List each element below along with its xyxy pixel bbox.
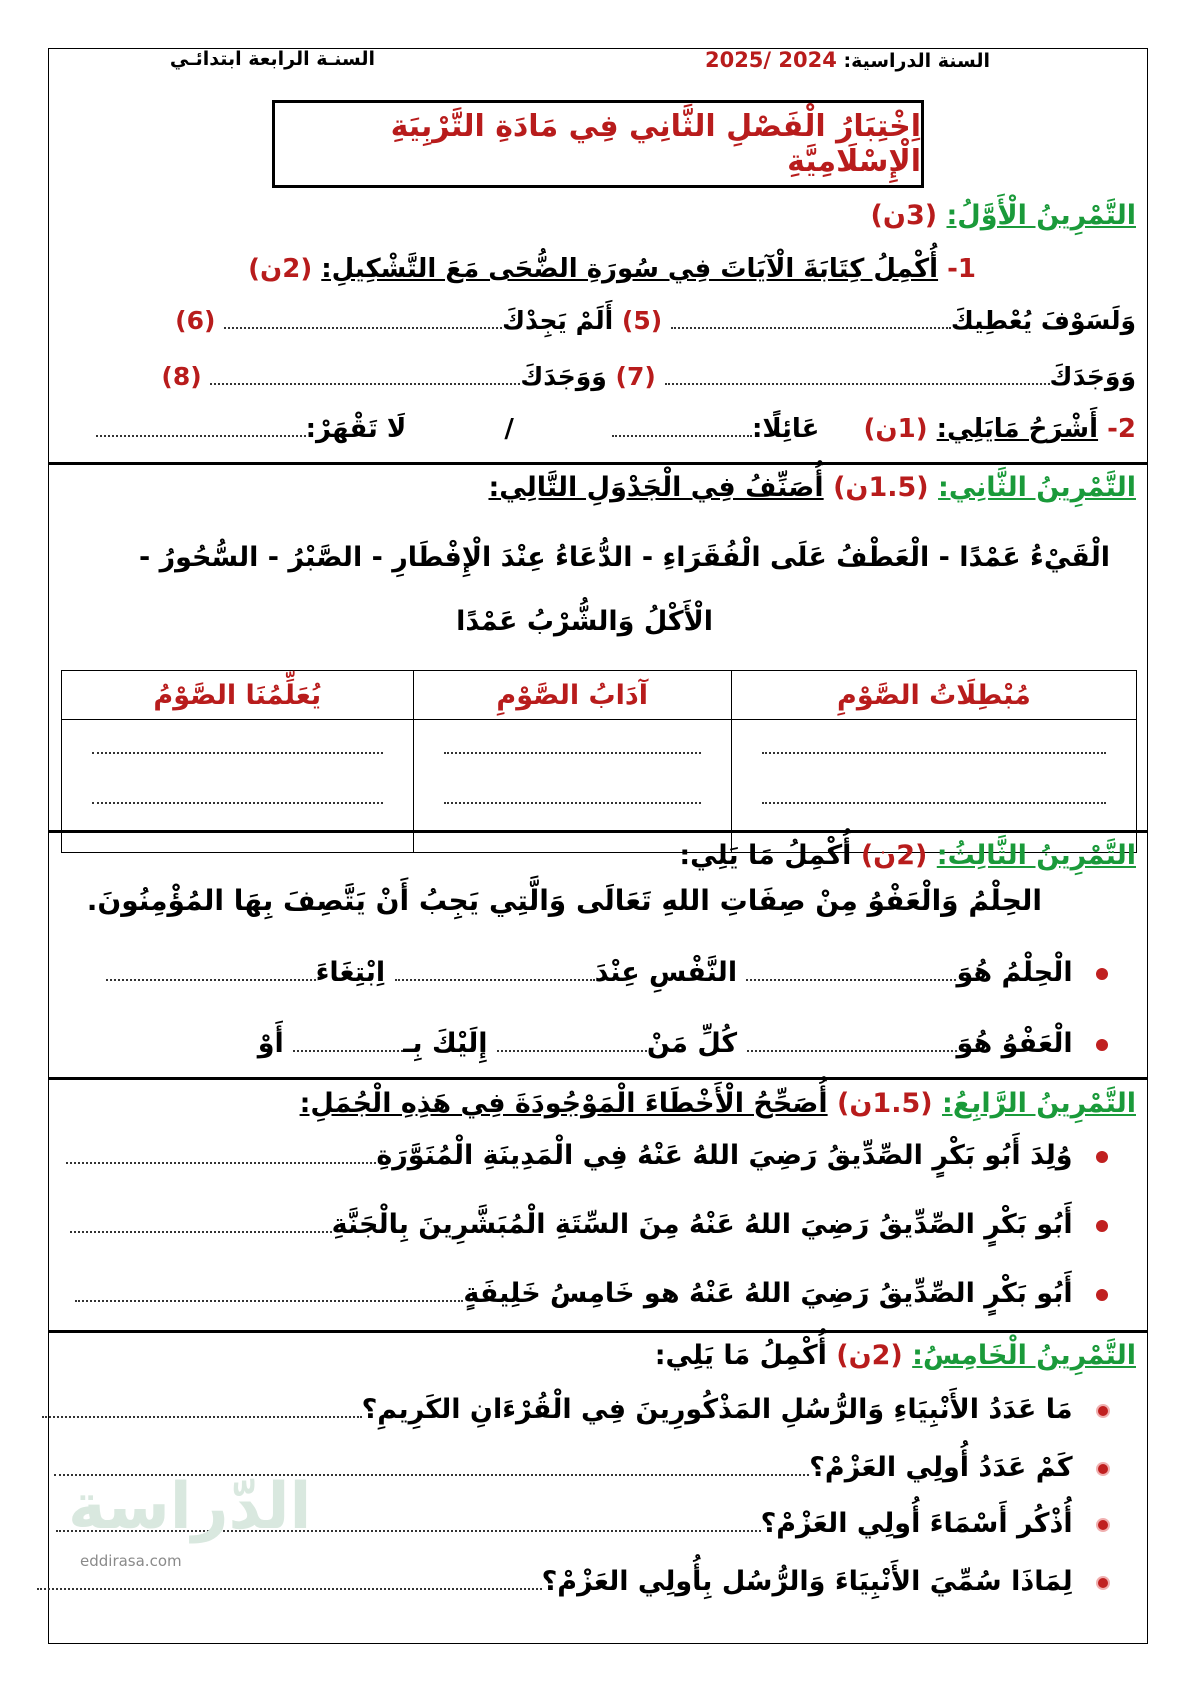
ex5-heading: التَّمْرِينُ الْخَامِسُ: (2ن) أُكْمِلُ مَا يَلِي:	[654, 1340, 1136, 1371]
ex2-words-line1: الْقَيْءُ عَمْدًا - الْعَطْفُ عَلَى الْفُقَرَاءِ - الدُّعَاءُ عِنْدَ الْإِفْطَارِ - الصَّبْرُ - السُّحُورُ -	[138, 542, 1110, 573]
divider-3	[48, 1077, 1148, 1080]
ex4-sentence-1: وُلِدَ أَبُو بَكْرٍ الصِّدِّيقُ رَضِيَ اللهُ عَنْهُ فِي الْمَدِينَةِ الْمُنَوَّرَةِ	[66, 1140, 1108, 1171]
bullet-icon	[1096, 1576, 1110, 1590]
bullet-icon	[1096, 1039, 1108, 1051]
ex5-question-4: لِمَاذَا سُمِّيَ الأَنْبِيَاءَ وَالرُّسُل بِأُولِي العَزْمْ؟	[37, 1566, 1110, 1597]
bullet-icon	[1096, 1404, 1110, 1418]
bullet-icon	[1096, 1518, 1110, 1532]
ex3-statement: الحِلْمُ وَالْعَفْوُ مِنْ صِفَاتِ اللهِ تَعَالَى وَالَّتِي يَجِبُ أَنْ يَتَّصِفَ بِهَا المُؤْمِنُونَ.	[86, 884, 1042, 917]
ex4-sentence-3: أَبُو بَكْرٍ الصِّدِّيقُ رَضِيَ اللهُ عَنْهُ هو خَامِسُ خَلِيفَةٍ	[75, 1278, 1108, 1309]
ex1-line1: وَلَسَوْفَ يُعْطِيكَ (5) أَلَمْ يَجِدْكَ (6)	[175, 306, 1136, 335]
exam-title: اِخْتِبَارُ الْفَصْلِ الثَّانِي فِي مَادَةِ التَّرْبِيَةِ الْإِسْلَامِيَّةِ	[390, 109, 921, 179]
divider-2	[48, 830, 1148, 833]
ex3-heading: التَّمْرِينُ الثَّالِثُ: (2ن) أُكْمِلُ مَا يَلِي:	[679, 840, 1136, 871]
bullet-icon	[1096, 1462, 1110, 1476]
school-year: السنة الدراسية: 2024 /2025	[704, 48, 990, 72]
ex3-bullet-1: الْحِلْمُ هُوَ النَّفْسِ عِنْدَ اِبْتِغَاءَ	[106, 957, 1108, 988]
watermark-url: eddirasa.com	[80, 1552, 182, 1570]
table-header-lessons: يُعَلِّمُنَا الصَّوْمُ	[62, 671, 414, 720]
watermark-logo	[68, 1470, 312, 1570]
ex1-line2: وَوَجَدَكَ (7) وَوَجَدَكَ (8)	[161, 362, 1136, 391]
ex2-heading: التَّمْرِينُ الثَّانِي: (1.5ن) أُصَنِّفُ فِي الْجَدْوَلِ التَّالِي:	[488, 472, 1136, 503]
ex2-words-line2: الْأَكْلُ وَالشُّرْبُ عَمْدًا	[456, 606, 713, 637]
watermark-text: الدّراسة	[68, 1470, 312, 1544]
divider-1	[48, 462, 1148, 465]
ex5-question-1: مَا عَدَدُ الأَنْبِيَاءِ وَالرُّسُلِ المَذْكُورِينَ فِي الْقُرْءَانِ الكَرِيمِ؟	[42, 1394, 1110, 1425]
exam-title-box	[272, 100, 924, 188]
ex3-bullet-2: الْعَفْوُ هُوَ كُلِّ مَنْ إِلَيْكَ بِـ أَوْ	[258, 1028, 1108, 1059]
ex5-question-2: كَمْ عَدَدُ أُولِي العَزْمْ؟	[54, 1452, 1110, 1483]
bullet-icon	[1096, 968, 1108, 980]
ex1-q1: 1- أُكْمِلُ كِتَابَةَ الْآيَاتَ فِي سُورَةِ الضُّحَى مَعَ التَّشْكِيلِ: (2ن)	[248, 254, 976, 284]
bullet-icon	[1096, 1151, 1108, 1163]
ex4-sentence-2: أَبُو بَكْرٍ الصِّدِّيقُ رَضِيَ اللهُ عَنْهُ مِنَ السِّتَةِ الْمُبَشَّرِينَ بِالْجَنَّةِ	[70, 1209, 1108, 1240]
bullet-icon	[1096, 1289, 1108, 1301]
table-header-invalidators: مُبْطِلَاتُ الصَّوْمِ	[731, 671, 1136, 720]
ex5-question-3: أُذْكُر أَسْمَاءَ أُولِي العَزْمْ؟	[56, 1508, 1110, 1539]
divider-4	[48, 1330, 1148, 1333]
ex1-heading: التَّمْرِينُ الْأَوَّلُ: (3ن)	[870, 200, 1136, 231]
ex1-q2: 2- أَشْرَحُ مَايَلِي: (1ن) عَائِلًا: / لَا تَقْهَرْ:	[96, 414, 1136, 444]
ex4-heading: التَّمْرِينُ الرَّابِعُ: (1.5ن) أُصَحِّحُ الْأَخْطَاءَ الْمَوْجُودَةَ فِي هَذِهِ الْجُمَلِ:	[299, 1088, 1136, 1119]
classification-table	[61, 670, 1137, 853]
bullet-icon	[1096, 1220, 1108, 1232]
grade-label: السنـة الرابعة ابتدائـي	[169, 48, 375, 70]
table-header-etiquette: آدَابُ الصَّوْمِ	[413, 671, 731, 720]
